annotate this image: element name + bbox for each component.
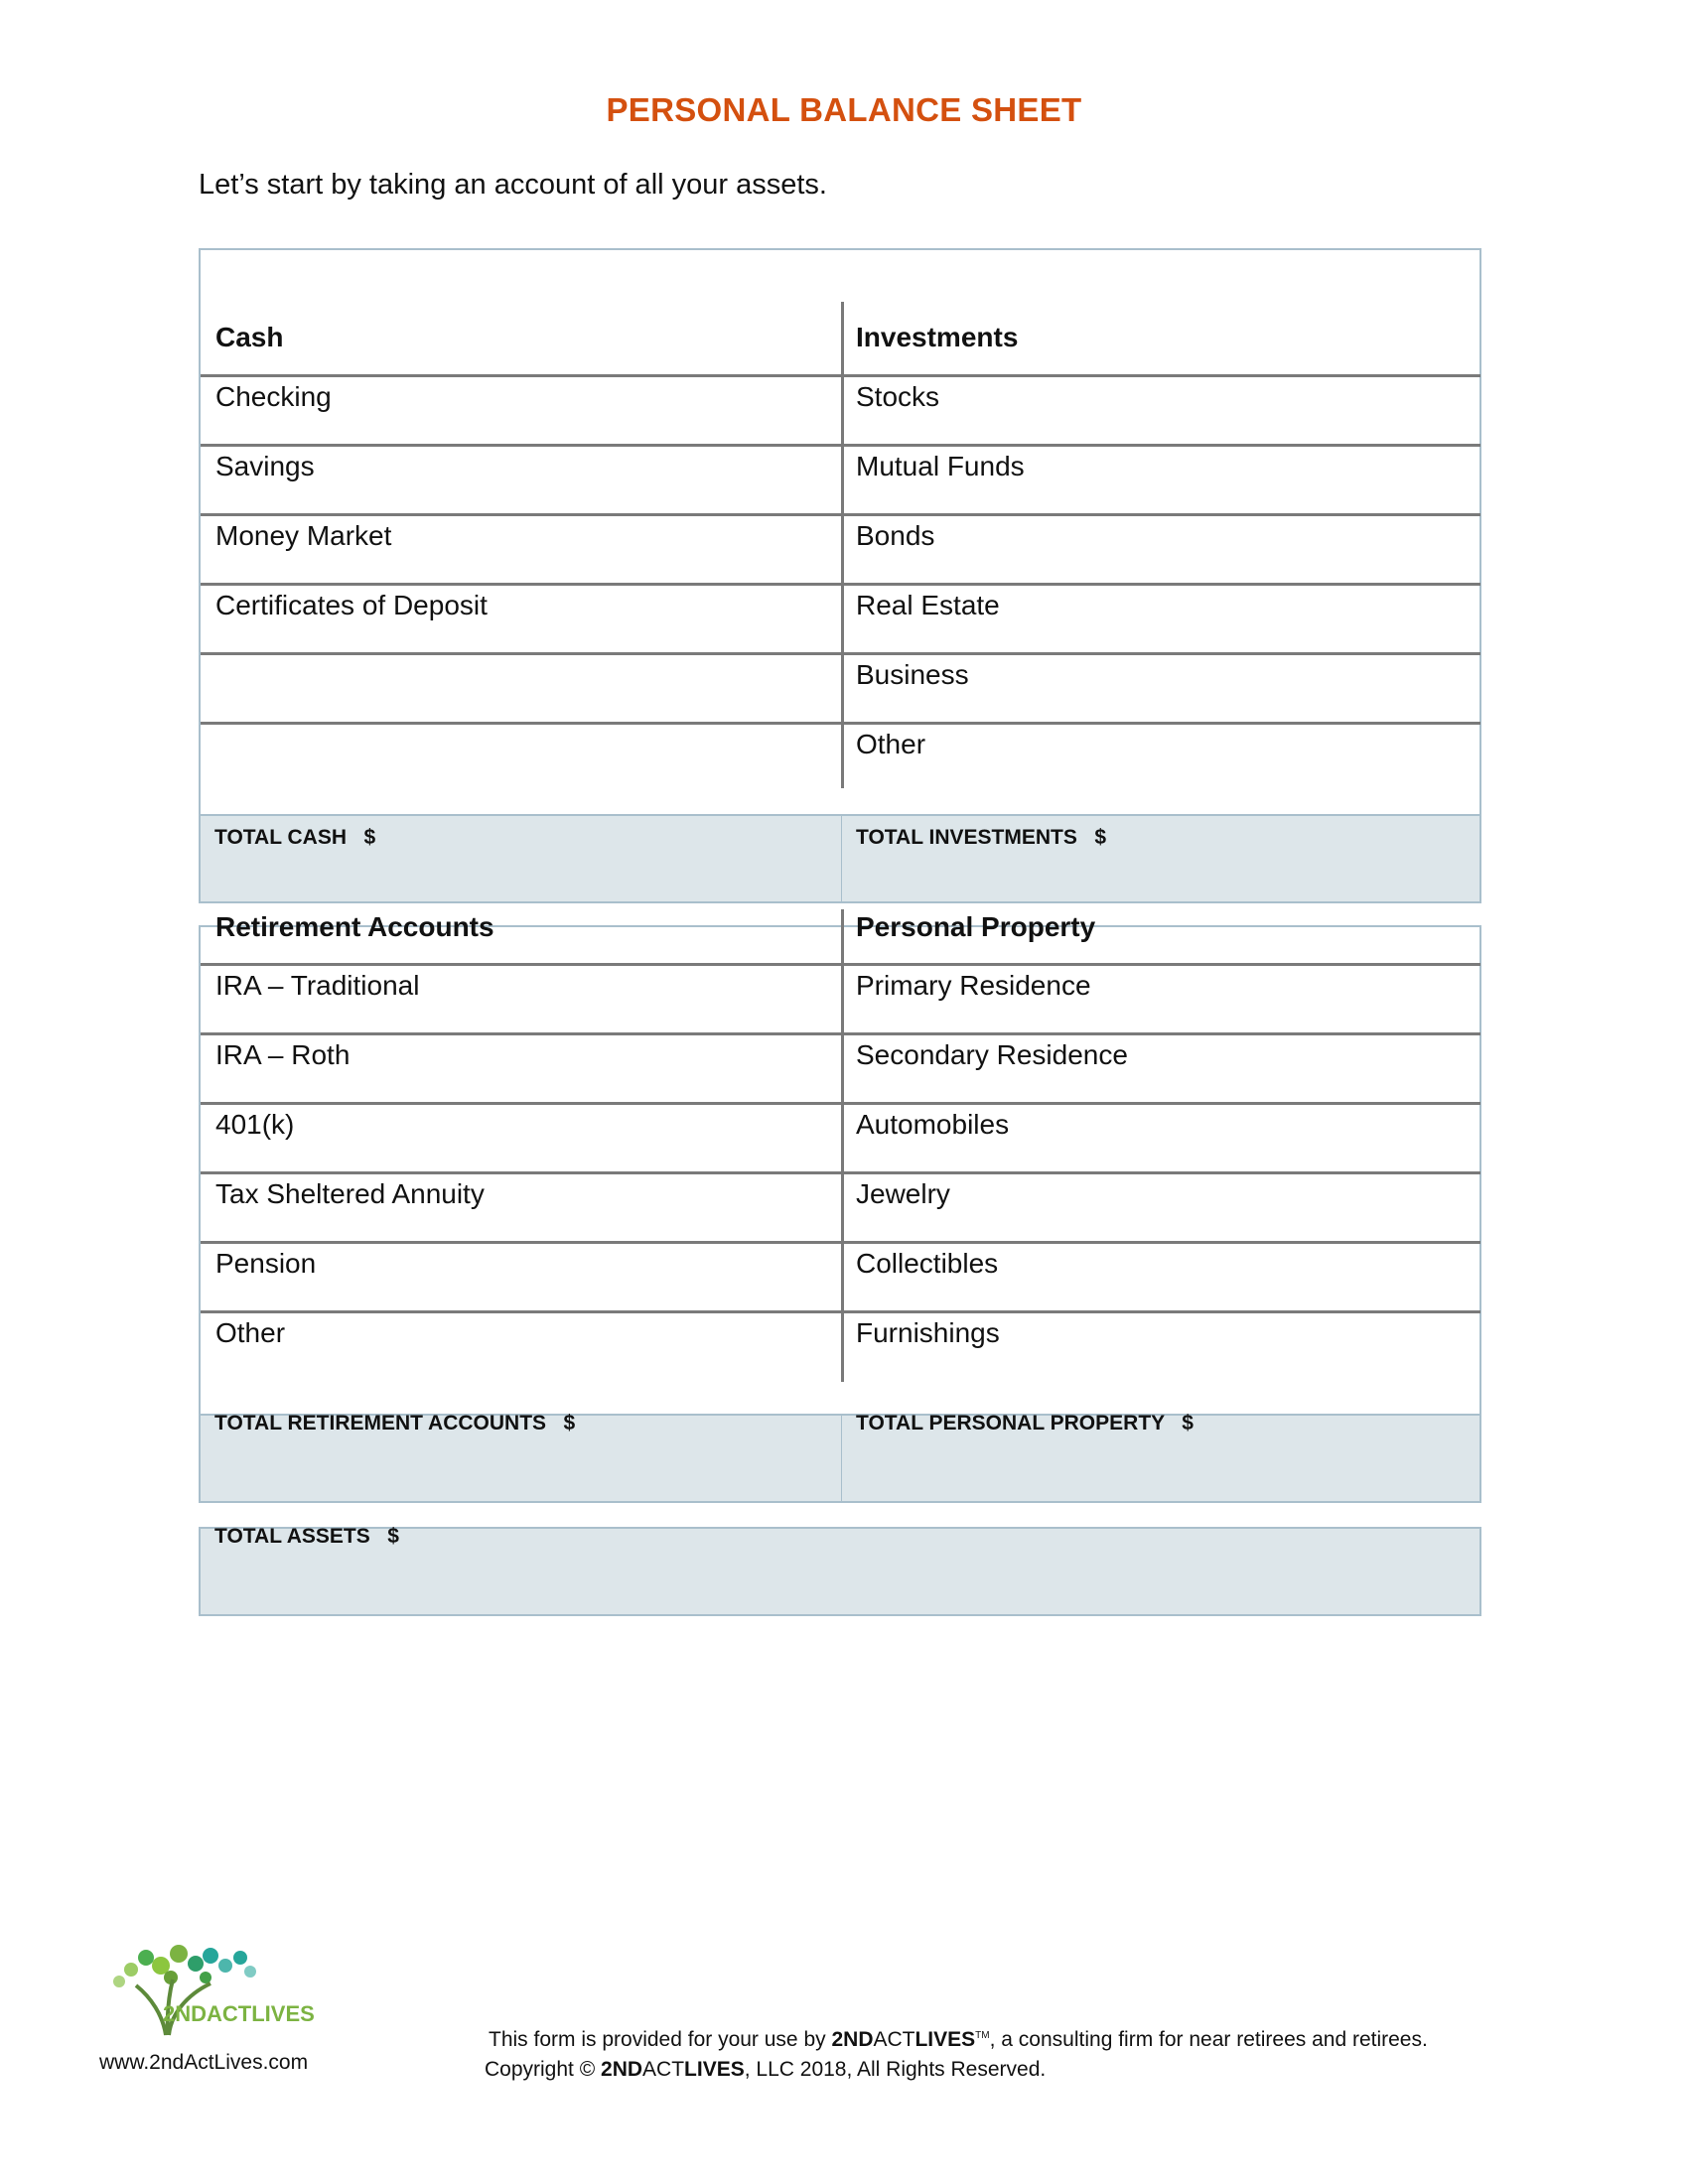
retirement-row[interactable]	[201, 1174, 841, 1244]
row-label: Savings	[215, 451, 315, 481]
footer-line-1	[485, 2021, 1428, 2055]
row-label: Tax Sheltered Annuity	[215, 1178, 485, 1209]
property-row[interactable]	[841, 1313, 1480, 1383]
row-label: Secondary Residence	[856, 1039, 1128, 1070]
row-label: Other	[215, 1317, 286, 1348]
row-label: Primary Residence	[856, 970, 1091, 1001]
page-title: PERSONAL BALANCE SHEET	[606, 91, 1082, 128]
row-label: IRA – Roth	[215, 1039, 351, 1070]
row-label: Other	[856, 729, 926, 759]
investments-row[interactable]	[841, 516, 1480, 586]
total-assets-label[interactable]: TOTAL ASSETS $	[214, 1525, 399, 1548]
row-label: IRA – Traditional	[215, 970, 420, 1001]
property-row[interactable]	[841, 1105, 1480, 1174]
total-assets-box	[199, 1527, 1481, 1616]
cash-row[interactable]	[201, 377, 841, 447]
retirement-property-totals	[199, 1414, 1481, 1503]
retirement-row[interactable]	[201, 1035, 841, 1105]
row-label: Certificates of Deposit	[215, 590, 488, 620]
total-divider	[841, 1416, 842, 1501]
row-label: Bonds	[856, 520, 935, 551]
total-cash-label[interactable]: TOTAL CASH $	[214, 826, 376, 849]
investments-row[interactable]	[841, 586, 1480, 655]
row-label: Mutual Funds	[856, 451, 1025, 481]
footer-url[interactable]: www.2ndActLives.com	[99, 2051, 309, 2074]
company-logo	[91, 1936, 320, 2045]
retirement-row[interactable]	[201, 966, 841, 1035]
row-label: Pension	[215, 1248, 317, 1279]
row-label: Automobiles	[856, 1109, 1010, 1140]
footer-notice	[485, 2021, 1428, 2085]
cash-row[interactable]	[201, 586, 841, 655]
row-label: Jewelry	[856, 1178, 950, 1209]
row-label: 401(k)	[215, 1109, 295, 1140]
property-row[interactable]	[841, 1035, 1480, 1105]
brand-part: LIVES	[914, 2028, 976, 2051]
intro-text: Let’s start by taking an account of all your assets.	[199, 169, 827, 201]
brand-part: LIVES	[684, 2058, 745, 2081]
retirement-row[interactable]	[201, 1313, 841, 1383]
row-label: Stocks	[856, 381, 940, 412]
total-retirement-label[interactable]: TOTAL RETIREMENT ACCOUNTS $	[214, 1412, 576, 1434]
row-label: Collectibles	[856, 1248, 999, 1279]
row-label: Checking	[215, 381, 332, 412]
row-label: Money Market	[215, 520, 392, 551]
property-row[interactable]	[841, 1244, 1480, 1313]
footer-line-2	[485, 2055, 1428, 2085]
property-header: Personal Property	[856, 911, 1096, 942]
row-label: Business	[856, 659, 969, 690]
retirement-row[interactable]	[201, 1105, 841, 1174]
footer-text-span: , LLC 2018, All Rights Reserved.	[744, 2058, 1047, 2081]
footer-text-span: This form is provided for your use by	[489, 2028, 832, 2051]
investments-row[interactable]	[841, 377, 1480, 447]
retirement-property-section	[201, 905, 1480, 1382]
investments-row[interactable]	[841, 725, 1480, 794]
retirement-row[interactable]	[201, 1244, 841, 1313]
footer-text-span: , a consulting firm for near retirees and retirees.	[989, 2028, 1428, 2051]
cash-row[interactable]	[201, 655, 841, 725]
footer-text-span: Copyright ©	[485, 2058, 602, 2081]
cash-header: Cash	[215, 322, 284, 352]
investments-row[interactable]	[841, 447, 1480, 516]
investments-row[interactable]	[841, 655, 1480, 725]
row-label: Furnishings	[856, 1317, 1000, 1348]
cash-investments-section	[201, 250, 1480, 806]
brand-part: 2ND	[601, 2058, 643, 2081]
total-divider	[841, 816, 842, 901]
retirement-header: Retirement Accounts	[215, 911, 494, 942]
cash-row[interactable]	[201, 447, 841, 516]
brand-part: ACT	[873, 2028, 915, 2051]
cash-investments-totals	[199, 814, 1481, 903]
property-row[interactable]	[841, 966, 1480, 1035]
row-label: Real Estate	[856, 590, 1000, 620]
trademark-mark: TM	[975, 2030, 990, 2041]
investments-header: Investments	[856, 322, 1019, 352]
brand-part: ACT	[642, 2058, 685, 2081]
total-investments-label[interactable]: TOTAL INVESTMENTS $	[856, 826, 1107, 849]
property-row[interactable]	[841, 1174, 1480, 1244]
logo-wordmark: 2NDACTLIVES	[163, 2001, 315, 2026]
brand-part: 2ND	[831, 2028, 874, 2051]
total-property-label[interactable]: TOTAL PERSONAL PROPERTY $	[856, 1412, 1194, 1434]
cash-row[interactable]	[201, 516, 841, 586]
